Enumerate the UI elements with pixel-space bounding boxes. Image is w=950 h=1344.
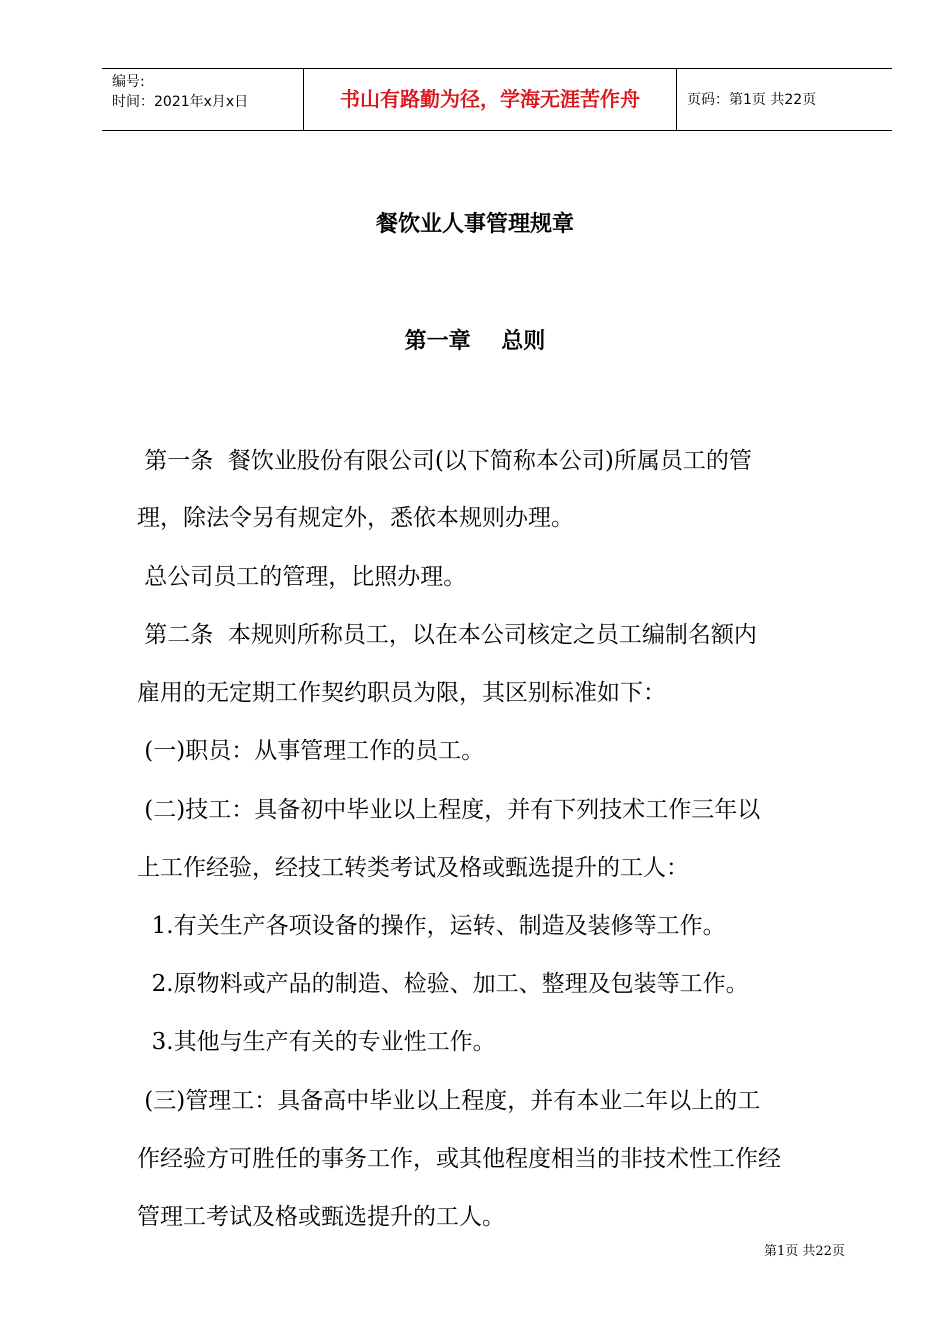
body-line: (一)职员：从事管理工作的员工。 bbox=[137, 738, 485, 764]
header-page-cell bbox=[677, 69, 892, 130]
header-info-cell bbox=[102, 69, 304, 130]
page-header bbox=[102, 68, 892, 131]
body-line: 雇用的无定期工作契约职员为限，其区别标准如下： bbox=[137, 680, 666, 706]
header-motto: 书山有路勤为径，学海无涯苦作舟 bbox=[340, 87, 640, 111]
document-title: 餐饮业人事管理规章 bbox=[375, 212, 574, 237]
body-line: 3.其他与生产有关的专业性工作。 bbox=[137, 1029, 496, 1055]
body-line: 第二条 本规则所称员工，以在本公司核定之员工编制名额内 bbox=[137, 622, 757, 648]
chapter-heading: 第一章 总则 bbox=[404, 329, 546, 354]
body-line: (三)管理工：具备高中毕业以上程度，并有本业二年以上的工 bbox=[137, 1088, 761, 1114]
body-line: 管理工考试及格或甄选提升的工人。 bbox=[137, 1204, 505, 1230]
body-line: 总公司员工的管理，比照办理。 bbox=[137, 564, 467, 590]
document-code-label: 编号: bbox=[112, 74, 145, 90]
body-line: 理，除法令另有规定外，悉依本规则办理。 bbox=[137, 505, 574, 531]
body-line: 2.原物料或产品的制造、检验、加工、整理及包装等工作。 bbox=[137, 971, 749, 997]
document-time-label: 时间：2021年x月x日 bbox=[112, 94, 249, 110]
page-footer: 第1页 共22页 bbox=[764, 1244, 845, 1259]
body-line: 1.有关生产各项设备的操作，运转、制造及装修等工作。 bbox=[137, 913, 726, 939]
body-line: 上工作经验，经技工转类考试及格或甄选提升的工人： bbox=[137, 855, 689, 881]
header-motto-cell bbox=[304, 69, 677, 130]
header-page-code: 页码：第1页 共22页 bbox=[687, 92, 817, 108]
body-line: 第一条 餐饮业股份有限公司(以下简称本公司)所属员工的管 bbox=[137, 448, 752, 474]
body-line: 作经验方可胜任的事务工作，或其他程度相当的非技术性工作经 bbox=[137, 1146, 781, 1172]
body-line: (二)技工：具备初中毕业以上程度，并有下列技术工作三年以 bbox=[137, 797, 761, 823]
